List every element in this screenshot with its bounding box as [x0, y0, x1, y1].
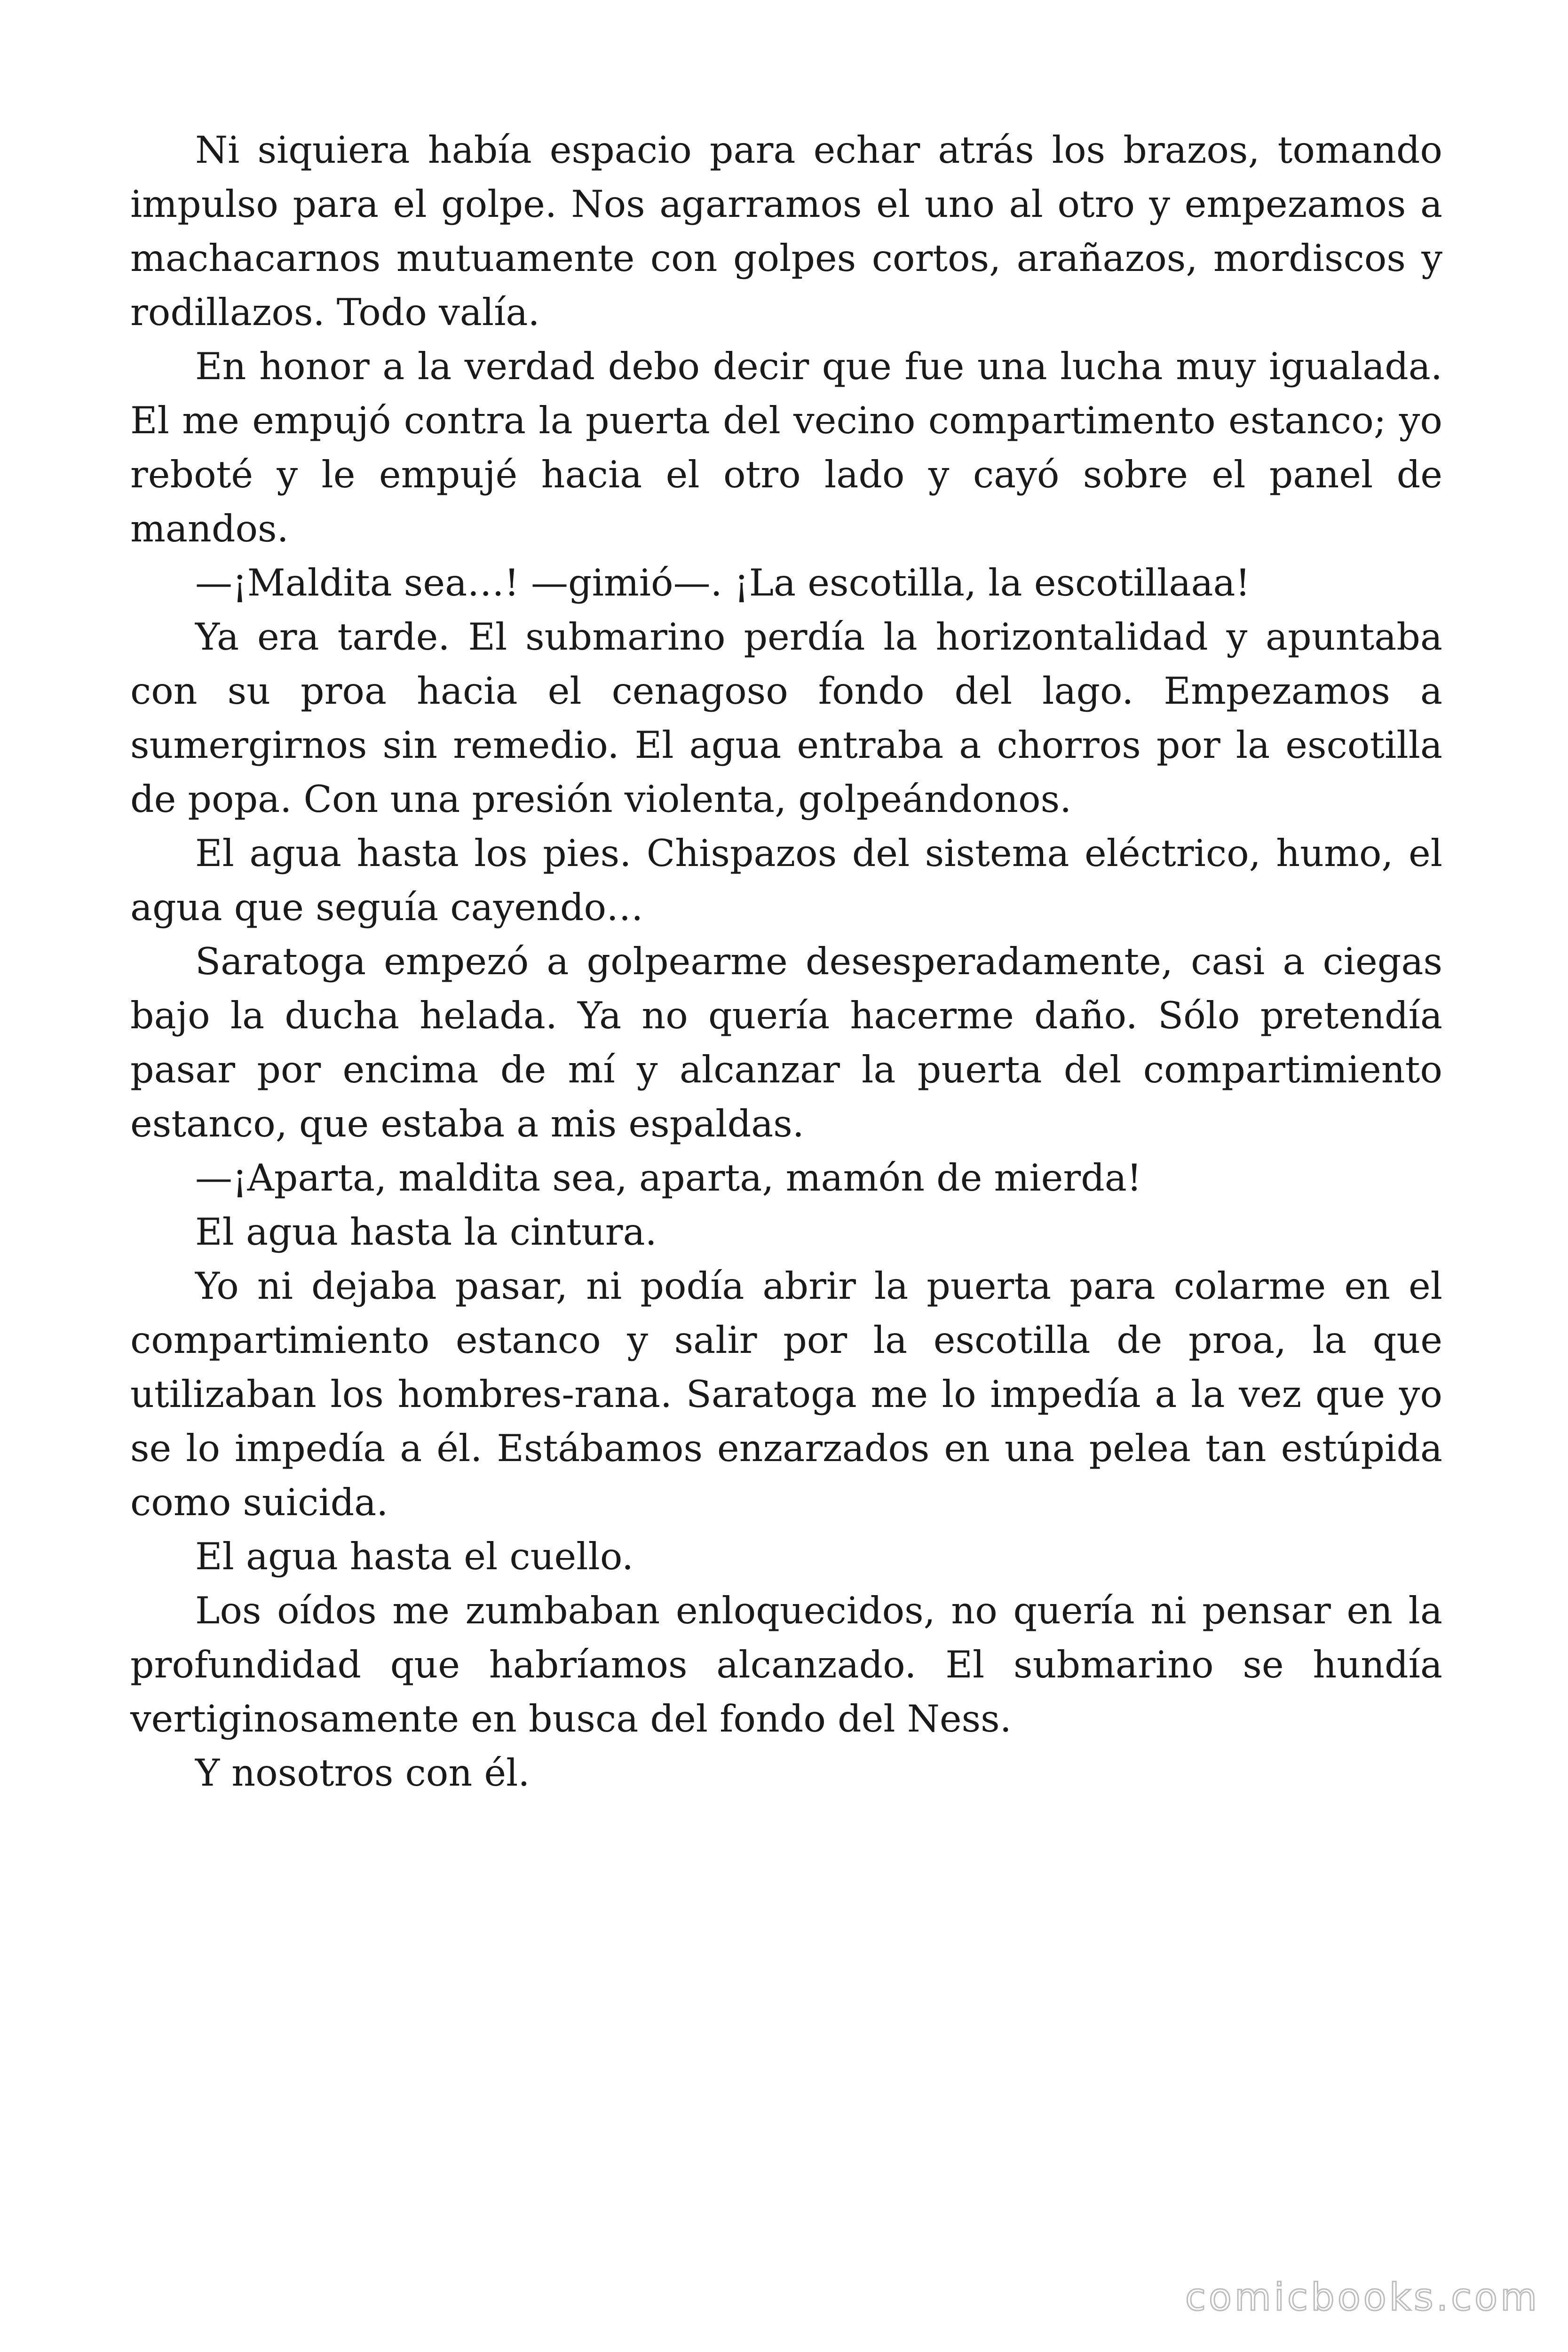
paragraph: El agua hasta el cuello. [195, 1535, 634, 1578]
paragraph: Ni siquiera había espacio para echar atrás los brazos, tomando impulso para el golpe. Nos agarramos el uno al otro y empezamos a machacarnos mutuamente con golpes cortos, arañazos, mordiscos y rodillazos. Todo valía. [130, 128, 1442, 334]
paragraph: En honor a la verdad debo decir que fue una lucha muy igualada. El me empujó contra la puerta del vecino compartimento estanco; yo reboté y le empujé hacia el otro lado y cayó sobre el panel de mandos. [130, 345, 1442, 550]
paragraph: Y nosotros con él. [195, 1751, 530, 1795]
paragraph: —¡Aparta, maldita sea, aparta, mamón de mierda! [195, 1156, 1142, 1200]
paragraph: Saratoga empezó a golpearme desesperadamente, casi a ciegas bajo la ducha helada. Ya no quería hacerme daño. Sólo pretendía pasar por encima de mí y alcanzar la puerta del compartimiento estanco, que estaba a mis espaldas. [130, 940, 1442, 1145]
page-text [130, 123, 1442, 1800]
paragraph: Los oídos me zumbaban enloquecidos, no quería ni pensar en la profundidad que habríamos alcanzado. El submarino se hundía vertiginosamente en busca del fondo del Ness. [130, 1589, 1442, 1740]
paragraph: Yo ni dejaba pasar, ni podía abrir la puerta para colarme en el compartimiento estanco y salir por la escotilla de proa, la que utilizaban los hombres-rana. Saratoga me lo impedía a la vez que yo se lo impedía a él. Estábamos enzarzados en una pelea tan estúpida como suicida. [130, 1264, 1442, 1524]
paragraph: El agua hasta la cintura. [195, 1210, 657, 1254]
paragraph: Ya era tarde. El submarino perdía la horizontalidad y apuntaba con su proa hacia el cenagoso fondo del lago. Empezamos a sumergirnos sin remedio. El agua entraba a chorros por la escotilla de popa. Con una presión violenta, golpeándonos. [130, 615, 1442, 821]
watermark: comicbooks.com [1185, 2275, 1540, 2319]
paragraph: —¡Maldita sea…! —gimió—. ¡La escotilla, la escotillaaa! [195, 561, 1251, 604]
paragraph: El agua hasta los pies. Chispazos del sistema eléctrico, humo, el agua que seguía cayendo… [130, 832, 1442, 929]
